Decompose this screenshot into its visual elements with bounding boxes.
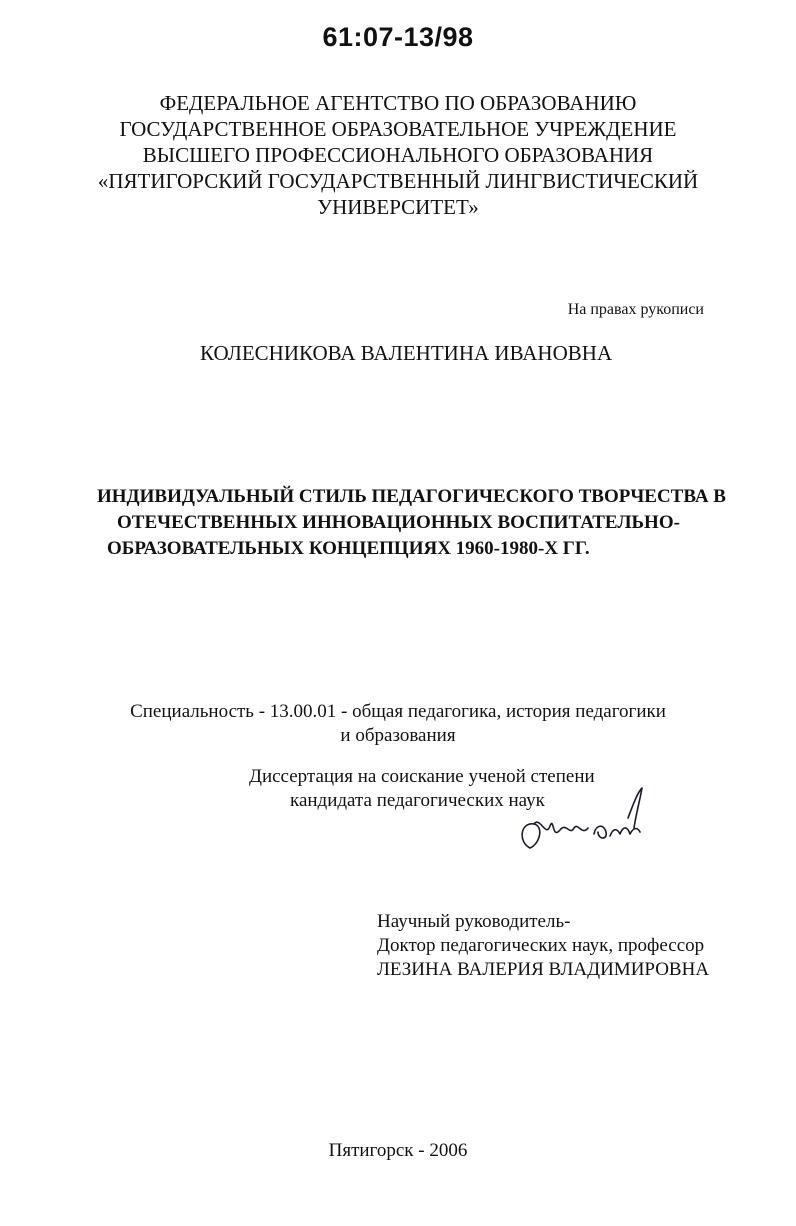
specialty-line: Специальность - 13.00.01 - общая педагогика, история педагогики (130, 701, 666, 722)
registry-code: 61:07-13/98 (322, 22, 474, 52)
organization-line: УНИВЕРСИТЕТ» (317, 195, 479, 219)
organization-line: ГОСУДАРСТВЕННОЕ ОБРАЗОВАТЕЛЬНОЕ УЧРЕЖДЕНИЕ (119, 117, 677, 141)
organization-line: ВЫСШЕГО ПРОФЕССИОНАЛЬНОГО ОБРАЗОВАНИЯ (142, 143, 654, 167)
supervisor-line: Доктор педагогических наук, профессор (377, 935, 705, 956)
specialty (0, 700, 796, 748)
supervisor-line: Научный руководитель- (377, 911, 571, 932)
rights-note: На правах рукописи (567, 301, 704, 318)
degree-line: Диссертация на соискание ученой степени (249, 766, 595, 787)
title-line: ОТЕЧЕСТВЕННЫХ ИННОВАЦИОННЫХ ВОСПИТАТЕЛЬНО- (117, 512, 680, 533)
degree-line: кандидата педагогических наук (290, 790, 545, 811)
organization-line: «ПЯТИГОРСКИЙ ГОСУДАРСТВЕННЫЙ ЛИНГВИСТИЧЕСКИЙ (97, 169, 699, 193)
title-line: ОБРАЗОВАТЕЛЬНЫХ КОНЦЕПЦИЯХ 1960-1980-Х ГГ. (107, 538, 590, 559)
organization-line: ФЕДЕРАЛЬНОЕ АГЕНТСТВО ПО ОБРАЗОВАНИЮ (159, 91, 637, 115)
city-year: Пятигорск - 2006 (328, 1140, 468, 1161)
title-line: ИНДИВИДУАЛЬНЫЙ СТИЛЬ ПЕДАГОГИЧЕСКОГО ТВОРЧЕСТВА В (97, 486, 726, 507)
handwritten-signature (510, 778, 660, 868)
author-name: КОЛЕСНИКОВА ВАЛЕНТИНА ИВАНОВНА (200, 341, 613, 365)
supervisor-block (377, 910, 709, 982)
supervisor-line: ЛЕЗИНА ВАЛЕРИЯ ВЛАДИМИРОВНА (377, 959, 710, 980)
organization-header (0, 90, 796, 220)
specialty-line: и образования (340, 725, 456, 746)
